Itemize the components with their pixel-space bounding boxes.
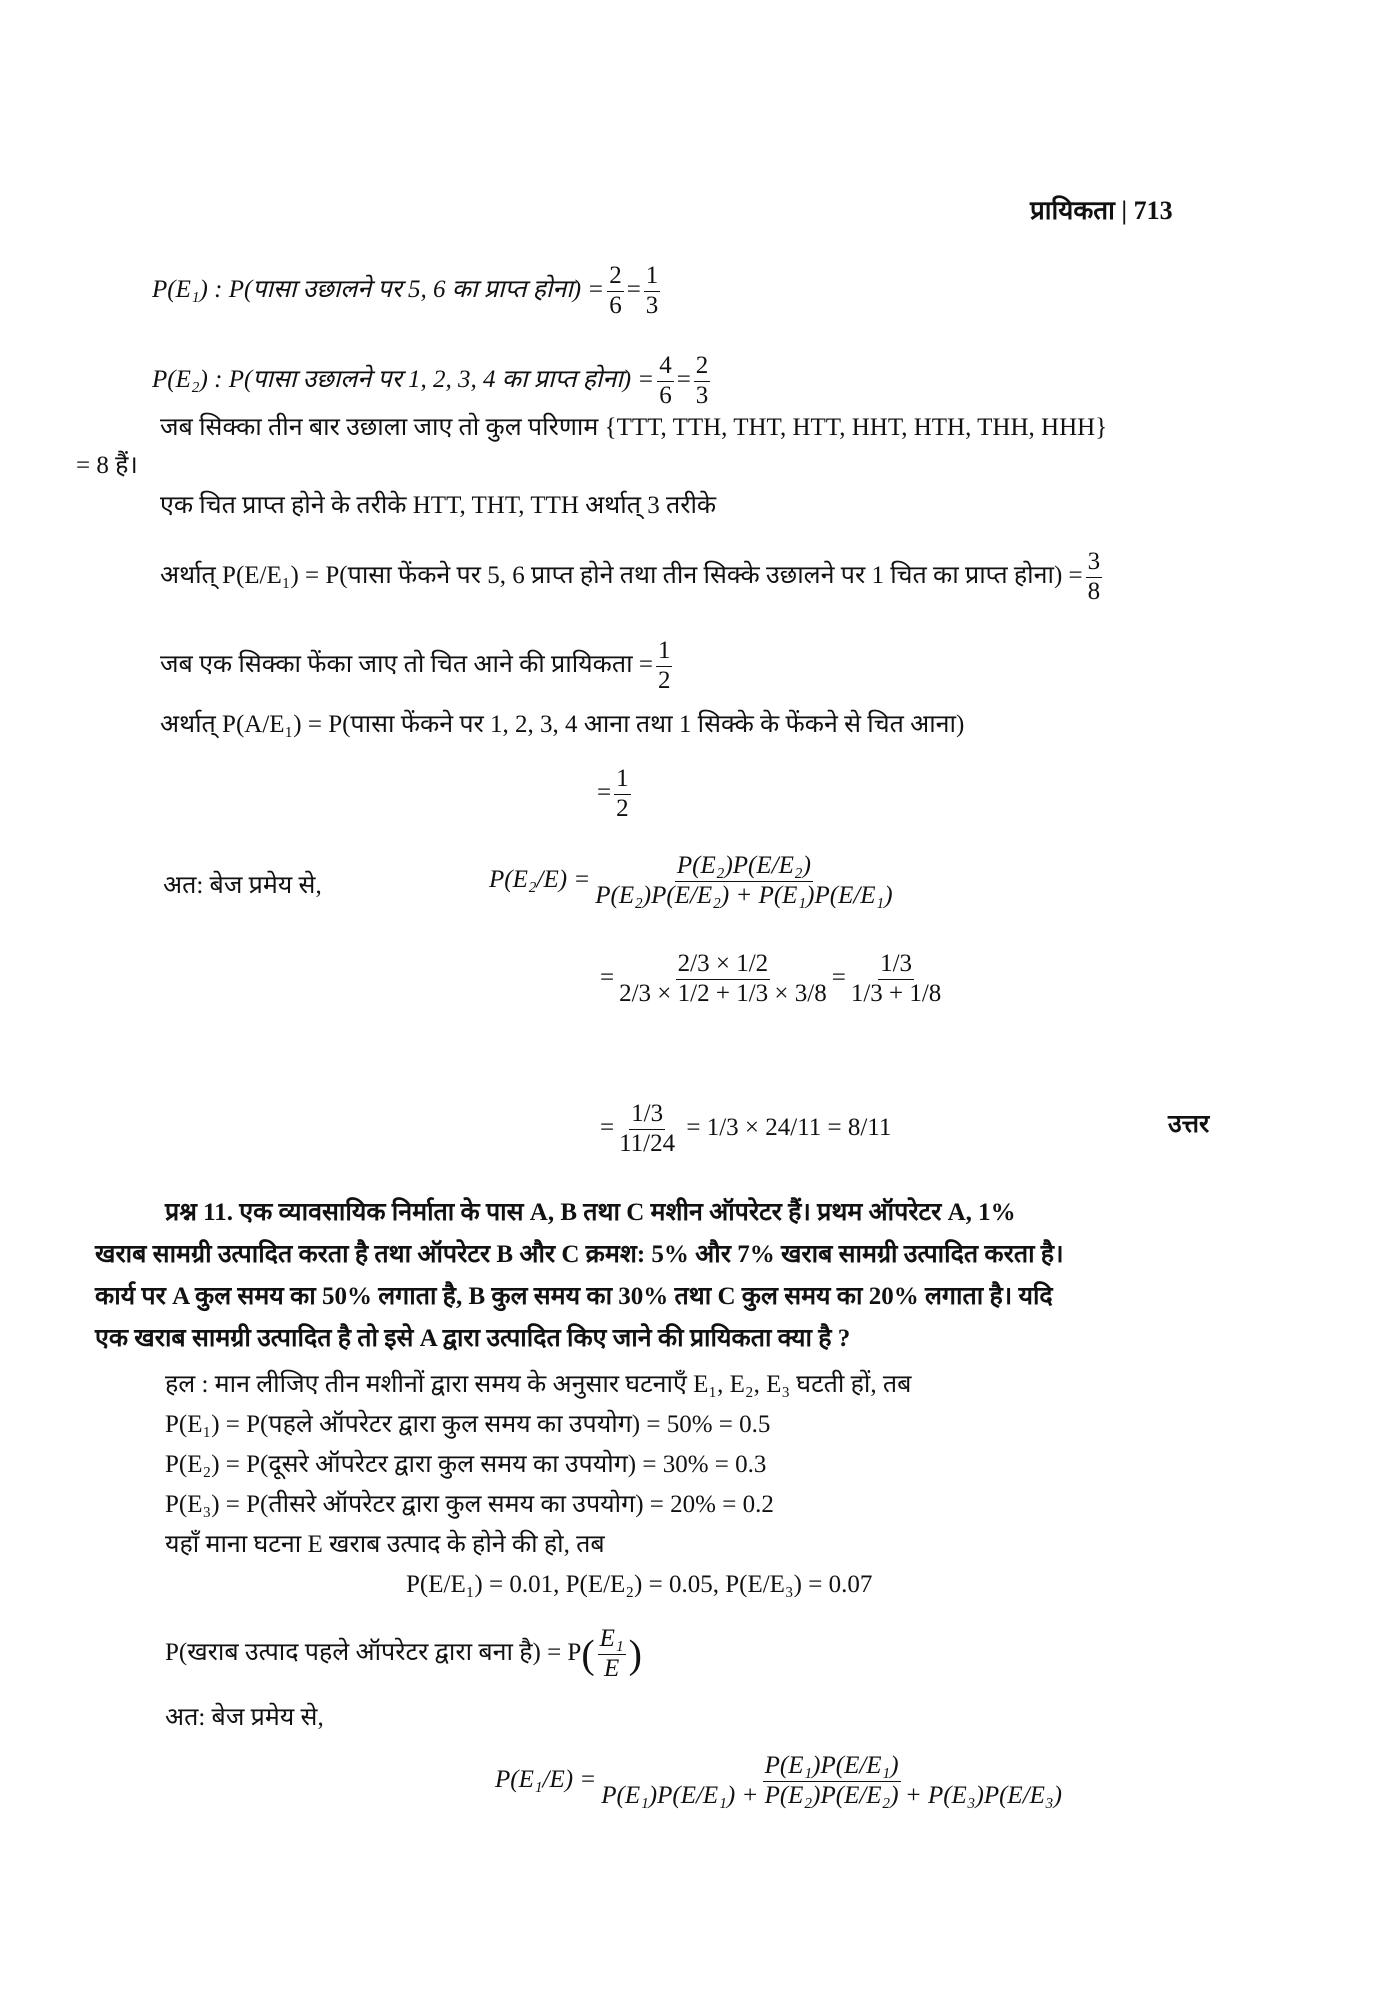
den: P(E₂)P(E/E₂) + P(E₁)P(E/E₁): [595, 881, 893, 909]
paragraph: = 8 हैं।: [76, 452, 138, 479]
fraction: [657, 352, 674, 411]
num: 3: [1086, 548, 1103, 578]
coin-prob: [160, 637, 675, 696]
eq-p-e1: P(E₁) : P(पासा उछालने पर 5, 6 का प्राप्त होना) = $\frac{2}{6}$ = $\frac{1}{3}$: [152, 262, 659, 319]
fraction: [849, 950, 944, 1009]
num: E₁: [598, 1625, 626, 1655]
num: 1/3: [629, 1100, 665, 1130]
den: 3: [645, 291, 659, 319]
num: 1/3: [878, 950, 914, 980]
fraction: [599, 1752, 1064, 1811]
num: 1: [656, 637, 673, 667]
fraction: [656, 637, 673, 696]
fraction: [598, 1625, 626, 1684]
fraction: [593, 852, 894, 911]
running-header: प्रायिकता | 713: [1030, 196, 1173, 225]
fraction: [617, 1100, 677, 1159]
solution-line: हल : मान लीजिए तीन मशीनों द्वारा समय के अनुसार घटनाएँ E₁, E₂, E₃ घटती हों, तब: [165, 1371, 912, 1398]
fraction: [607, 262, 624, 321]
eq-p-e-e1: [160, 548, 1105, 607]
solution-line: P(E₁) = P(पहले ऑपरेटर द्वारा कुल समय का उपयोग) = 50% = 0.5: [165, 1411, 771, 1438]
eq-half: [597, 765, 634, 824]
eq-sign: =: [831, 963, 846, 991]
page-number: 713: [1133, 196, 1173, 225]
eq-lhs: P(E₁/E) =: [495, 1765, 597, 1793]
den: 6: [609, 291, 622, 319]
eq-sign: =: [600, 963, 615, 991]
den: 2/3 × 1/2 + 1/3 × 3/8: [619, 979, 827, 1007]
num: 2/3 × 1/2: [676, 950, 771, 980]
solution-line: P(E/E₁) = 0.01, P(E/E₂) = 0.05, P(E/E₃) = 0.07: [406, 1571, 873, 1598]
question-line: खराब सामग्री उत्पादित करता है तथा ऑपरेटर B और C क्रमश: 5% और 7% खराब सामग्री उत्पादित करता है।: [95, 1241, 1064, 1268]
eq-text: P(E₂) : P(पासा उछालने पर 1, 2, 3, 4 का प्राप्त होना) =: [152, 365, 655, 393]
paragraph: जब सिक्का तीन बार उछाला जाए तो कुल परिणाम {TTT, TTH, THT, HTT, HHT, HTH, THH, HHH}: [160, 414, 1108, 441]
solution-line: [165, 1625, 642, 1684]
question-line: प्रश्न 11. एक व्यावसायिक निर्माता के पास A, B तथा C मशीन ऑपरेटर हैं। प्रथम ऑपरेटर A, 1%: [165, 1199, 1016, 1226]
paragraph: एक चित प्राप्त होने के तरीके HTT, THT, TTH अर्थात् 3 तरीके: [160, 492, 717, 519]
paren-open: (: [581, 1631, 595, 1677]
den: 6: [659, 381, 672, 409]
num: 2: [607, 262, 624, 292]
bayes-eq-1: [489, 852, 898, 911]
question-line: कार्य पर A कुल समय का 50% लगाता है, B कुल समय का 30% तथा C कुल समय का 20% लगाता है। यदि: [95, 1283, 1053, 1310]
bayes-label: अत: बेज प्रमेय से,: [165, 1704, 324, 1731]
solution-line: P(E₃) = P(तीसरे ऑपरेटर द्वारा कुल समय का उपयोग) = 20% = 0.2: [165, 1491, 774, 1518]
eq-sign: =: [597, 778, 612, 806]
eq-sign: =: [600, 1113, 615, 1141]
solution-line: P(E₂) = P(दूसरे ऑपरेटर द्वारा कुल समय का उपयोग) = 30% = 0.3: [165, 1451, 767, 1478]
bayes-label: अत: बेज प्रमेय से,: [163, 872, 322, 899]
paren-close: ): [628, 1631, 642, 1677]
num: 2: [694, 352, 711, 382]
den: E: [604, 1654, 620, 1682]
num: 1: [614, 765, 631, 795]
den: 8: [1087, 577, 1101, 605]
eq-text: अर्थात् P(E/E₁) = P(पासा फेंकने पर 5, 6 प्राप्त होने तथा तीन सिक्के उछालने पर 1 चित का प्राप्त होना) =: [160, 561, 1083, 589]
solution-line: यहाँ माना घटना E खराब उत्पाद के होने की हो, तब: [165, 1531, 605, 1558]
bayes-step-2: [600, 1100, 891, 1159]
answer-label: उत्तर: [1168, 1111, 1210, 1138]
paragraph: अर्थात् P(A/E₁) = P(पासा फेंकने पर 1, 2, 3, 4 आना तथा 1 सिक्के के फेंकने से चित आना): [160, 711, 965, 738]
num: 4: [657, 352, 674, 382]
num: P(E₁)P(E/E₁): [763, 1752, 901, 1782]
chapter-title: प्रायिकता: [1030, 196, 1115, 225]
fraction: [617, 950, 829, 1009]
bayes-eq-2: [495, 1752, 1067, 1811]
eq-p-e2: P(E₂) : P(पासा उछालने पर 1, 2, 3, 4 का प्राप्त होना) = $\frac{4}{6}$ = $\frac{2}{3}$: [152, 352, 709, 409]
fraction: [644, 262, 661, 321]
num: 1: [644, 262, 661, 292]
eq-text: जब एक सिक्का फेंका जाए तो चित आने की प्रायिकता =: [160, 650, 653, 678]
eq-text: P(E₁) : P(पासा उछालने पर 5, 6 का प्राप्त होना) =: [152, 275, 605, 303]
den: 3: [695, 381, 709, 409]
fraction: [1086, 548, 1103, 607]
result: = 1/3 × 24/11 = 8/11: [686, 1113, 892, 1141]
fraction: [694, 352, 711, 411]
fraction: [614, 765, 631, 824]
den: 2: [616, 794, 629, 822]
den: 1/3 + 1/8: [850, 979, 942, 1007]
den: 11/24: [619, 1129, 676, 1157]
eq-text: P(खराब उत्पाद पहले ऑपरेटर द्वारा बना है) = P: [165, 1638, 582, 1666]
den: P(E₁)P(E/E₁) + P(E₂)P(E/E₂) + P(E₃)P(E/E₃): [601, 1781, 1062, 1809]
num: P(E₂)P(E/E₂): [675, 852, 813, 882]
eq-lhs: P(E₂/E) =: [489, 865, 591, 893]
question-line: एक खराब सामग्री उत्पादित है तो इसे A द्वारा उत्पादित किए जाने की प्रायिकता क्या है ?: [95, 1325, 851, 1352]
den: 2: [657, 666, 671, 694]
bayes-step-1: [600, 950, 946, 1009]
